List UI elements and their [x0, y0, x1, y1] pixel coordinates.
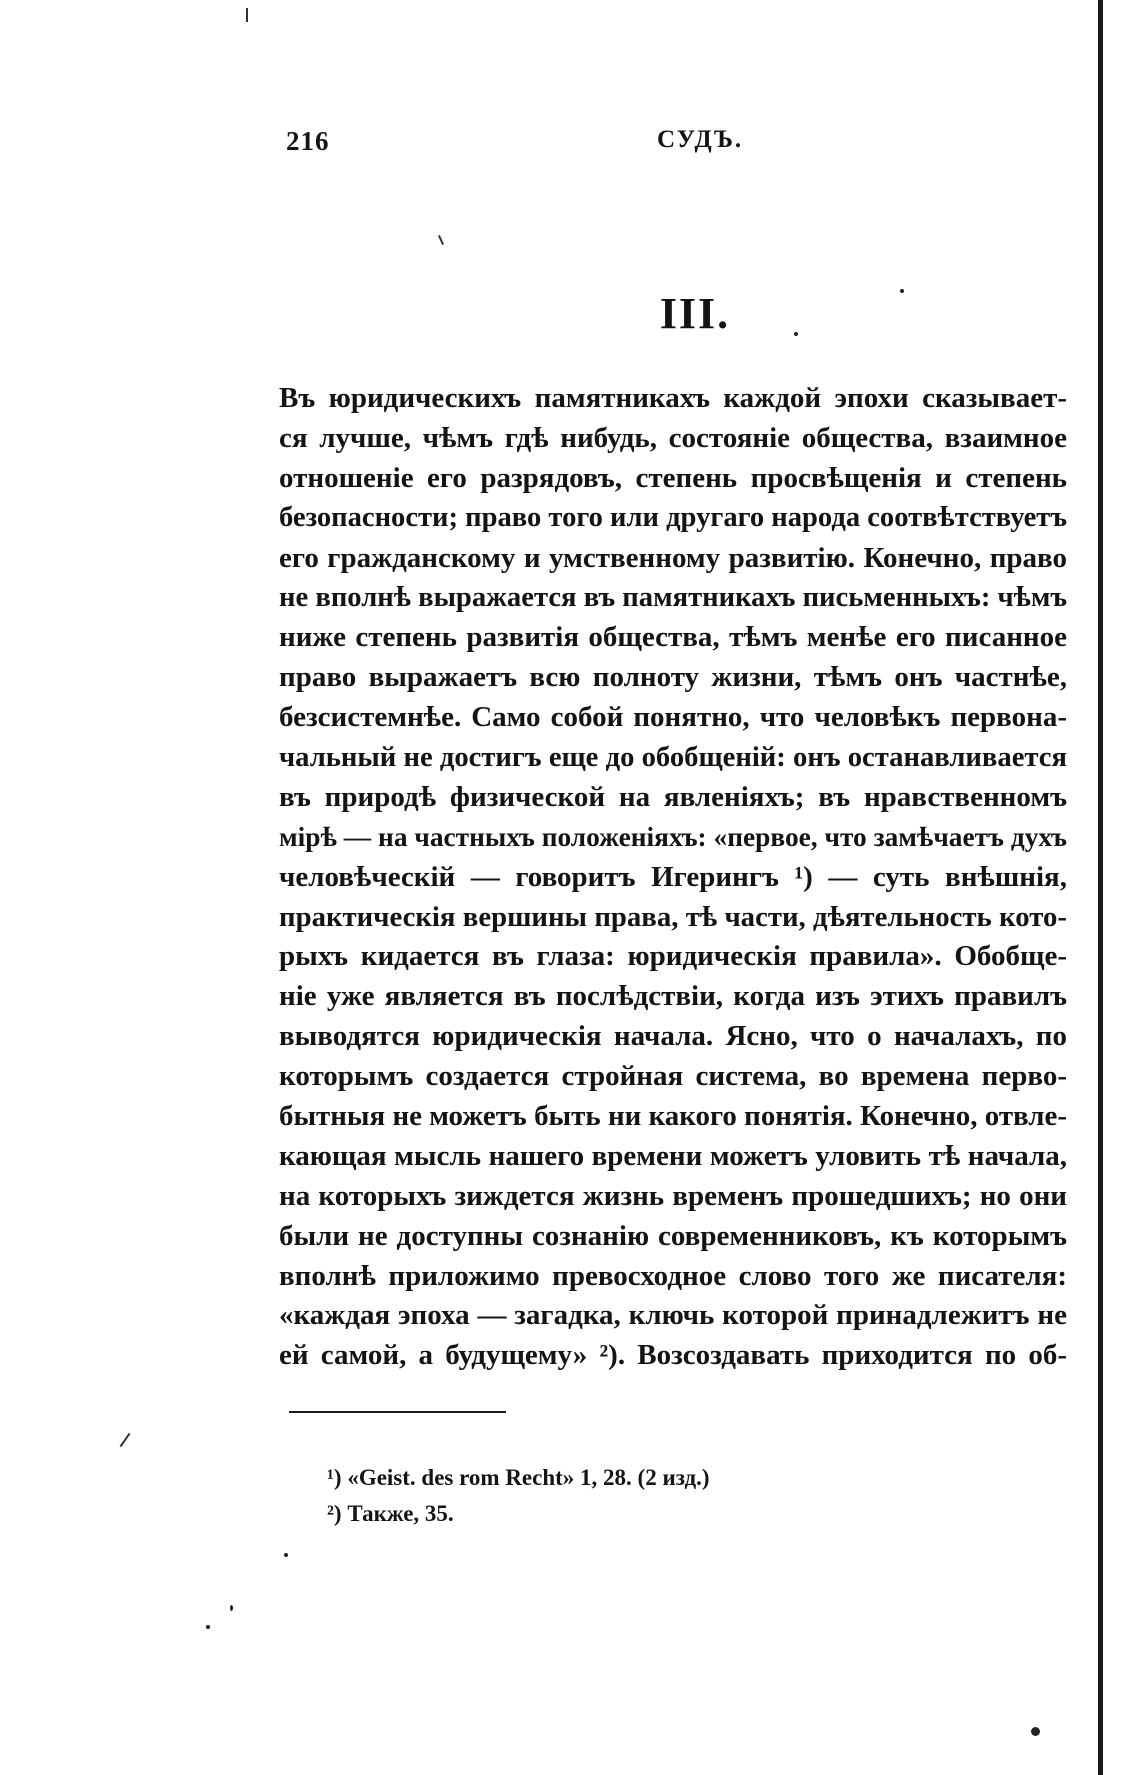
text-line: ниже степень развитія общества, тѣмъ менѣе его писанное: [279, 621, 1067, 654]
text-line: вполнѣ приложимо превосходное слово того же писателя:: [279, 1259, 1067, 1292]
scan-speck: [438, 235, 444, 245]
text-line: мірѣ — на частныхъ положеніяхъ: «первое, что замѣчаетъ духъ: [279, 821, 1067, 852]
scan-speck: [206, 1625, 210, 1629]
text-line: выводятся юридическія начала. Ясно, что о началахъ, по: [279, 1020, 1067, 1053]
text-line: не вполнѣ выражается въ памятникахъ письменныхъ: чѣмъ: [279, 581, 1068, 614]
text-line: ей самой, а будущему» ²). Возсоздавать приходится по об-: [279, 1339, 1067, 1372]
text-line: безопасности; право того или другаго народа соотвѣтствуетъ: [279, 501, 1067, 533]
scan-speck: [284, 1553, 288, 1557]
text-line: отношеніе его разрядовъ, степень просвѣщенія и степень: [279, 461, 1067, 494]
text-line: которымъ создается стройная система, во времена перво-: [279, 1060, 1067, 1093]
footnote-text: «Geist. des rom Recht» 1, 28. (2 изд.): [347, 1465, 710, 1490]
running-head: СУДЪ.: [657, 126, 744, 153]
text-line: ніе уже является въ послѣдствіи, когда изъ этихъ правилъ: [279, 980, 1067, 1013]
text-line: ся лучше, чѣмъ гдѣ нибудь, состояніе общества, взаимное: [279, 421, 1067, 454]
text-line: практическія вершины права, тѣ части, дѣятельность кото-: [279, 900, 1067, 933]
text-line: чальный не достигъ еще до обобщеній: онъ останавливается: [279, 741, 1067, 774]
scan-speck: [1031, 1727, 1040, 1736]
text-line: кающая мысль нашего времени можетъ уловить тѣ начала,: [279, 1139, 1067, 1172]
text-line: безсистемнѣе. Само собой понятно, что человѣкъ первона-: [279, 701, 1067, 734]
scan-speck: [246, 8, 248, 22]
text-line: «каждая эпоха — загадка, ключь которой принадлежитъ не: [279, 1299, 1067, 1332]
scan-speck: [120, 1433, 131, 1447]
text-line: человѣческій — говоритъ Игерингъ ¹) — суть внѣшнія,: [279, 860, 1067, 893]
text-line: его гражданскому и умственному развитію. Конечно, право: [279, 541, 1067, 574]
section-title: III.: [659, 289, 731, 338]
footnote-marker: ²): [327, 1501, 342, 1526]
text-line: въ природѣ физической на явленіяхъ; въ нравственномъ: [279, 780, 1067, 813]
text-line: бытныя не можетъ быть ни какого понятія. Конечно, отвле-: [279, 1100, 1067, 1133]
footnote-1: [327, 1460, 710, 1496]
footnote-text: Также, 35.: [347, 1501, 454, 1526]
footnote-separator: [289, 1411, 506, 1413]
scan-speck: [230, 1605, 233, 1611]
text-line: рыхъ кидается въ глаза: юридическія правила». Обобще-: [279, 940, 1067, 973]
text-line: были не доступны сознанію современниковъ, къ которымъ: [279, 1219, 1067, 1252]
page-edge-rule: [1098, 0, 1103, 1775]
text-line: Въ юридическихъ памятникахъ каждой эпохи сказывает-: [279, 382, 1067, 414]
text-line: на которыхъ зиждется жизнь временъ прошедшихъ; но они: [279, 1179, 1067, 1212]
text-line: право выражаетъ всю полноту жизни, тѣмъ онъ частнѣе,: [279, 661, 1067, 694]
scan-speck: [900, 289, 904, 293]
page-number: 216: [286, 126, 330, 156]
scan-speck: [794, 332, 798, 336]
footnotes: [327, 1460, 710, 1532]
footnote-marker: ¹): [327, 1465, 342, 1490]
body-text: [279, 378, 1067, 1375]
footnote-2: [327, 1496, 710, 1532]
